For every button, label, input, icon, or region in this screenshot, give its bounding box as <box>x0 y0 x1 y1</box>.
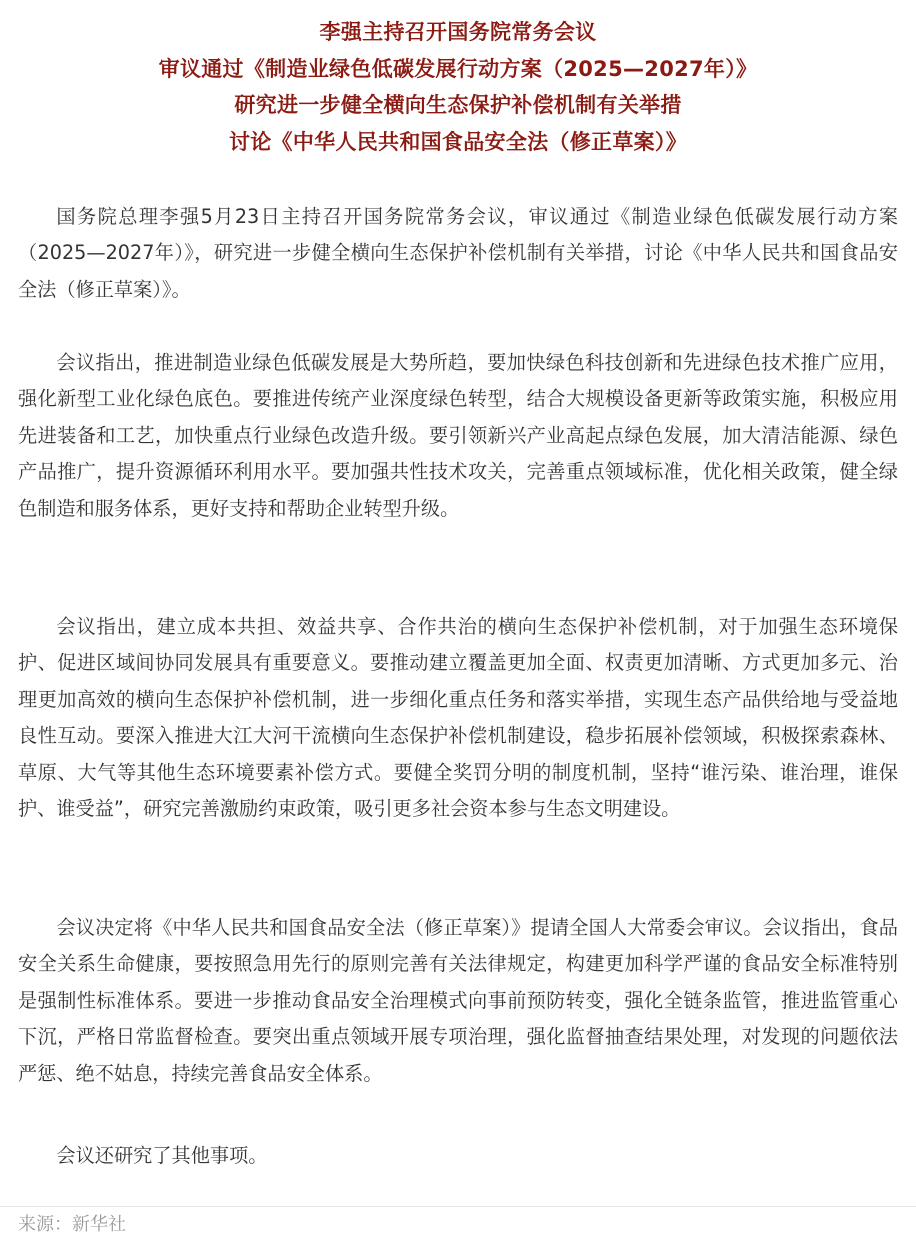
source-credit: 来源：新华社 <box>18 1214 126 1235</box>
article-paragraph-other-matters: 会议还研究了其他事项。 <box>56 1144 268 1167</box>
article-paragraph-ecological-compensation: 会议指出，建立成本共担、效益共享、合作共治的横向生态保护补偿机制，对于加强生态环境保护、促进区域间协同发展具有重要意义。要推动建立覆盖更加全面、权责更加清晰、方式更加多元、治理更加高效的横向生态保护补偿机制，进一步细化重点任务和落实举措，实现生态产品供给地与受益地良性互动。要深入推进大江大河干流横向生态保护补偿机制建设，稳步拓展补偿领域，积极探索森林、草原、大气等其他生态环境要素补偿方式。要健全奖罚分明的制度机制，坚持“谁污染、谁治理，谁保护、谁受益”，研究完善激励约束政策，吸引更多社会资本参与生态文明建设。 <box>18 615 898 821</box>
title-line-2: 审议通过《制造业绿色低碳发展行动方案（2025—2027年）》 <box>158 56 758 81</box>
article-paragraph-food-safety: 会议决定将《中华人民共和国食品安全法（修正草案）》提请全国人大常委会审议。会议指出，食品安全关系生命健康，要按照急用先行的原则完善有关法律规定，构建更加科学严谨的食品安全标准特别是强制性标准体系。要进一步推动食品安全治理模式向事前预防转变，强化全链条监管，推进监管重心下沉，严格日常监督检查。要突出重点领域开展专项治理，强化监督抽查结果处理，对发现的问题依法严惩、绝不姑息，持续完善食品安全体系。 <box>18 916 898 1085</box>
title-line-4: 讨论《中华人民共和国食品安全法（修正草案）》 <box>228 130 688 155</box>
article-paragraph-intro: 国务院总理李强5月23日主持召开国务院常务会议，审议通过《制造业绿色低碳发展行动方案（2025—2027年）》，研究进一步健全横向生态保护补偿机制有关举措，讨论《中华人民共和国食品安全法（修正草案）》。 <box>18 205 898 301</box>
title-line-1: 李强主持召开国务院常务会议 <box>319 20 597 44</box>
footer-divider <box>0 1206 916 1207</box>
article-paragraph-manufacturing: 会议指出，推进制造业绿色低碳发展是大势所趋，要加快绿色科技创新和先进绿色技术推广应用，强化新型工业化绿色底色。要推进传统产业深度绿色转型，结合大规模设备更新等政策实施，积极应用先进装备和工艺，加快重点行业绿色改造升级。要引领新兴产业高起点绿色发展，加大清洁能源、绿色产品推广，提升资源循环利用水平。要加强共性技术攻关，完善重点领域标准，优化相关政策，健全绿色制造和服务体系，更好支持和帮助企业转型升级。 <box>18 351 898 520</box>
title-line-3: 研究进一步健全横向生态保护补偿机制有关举措 <box>234 93 682 118</box>
article-title <box>0 14 916 161</box>
